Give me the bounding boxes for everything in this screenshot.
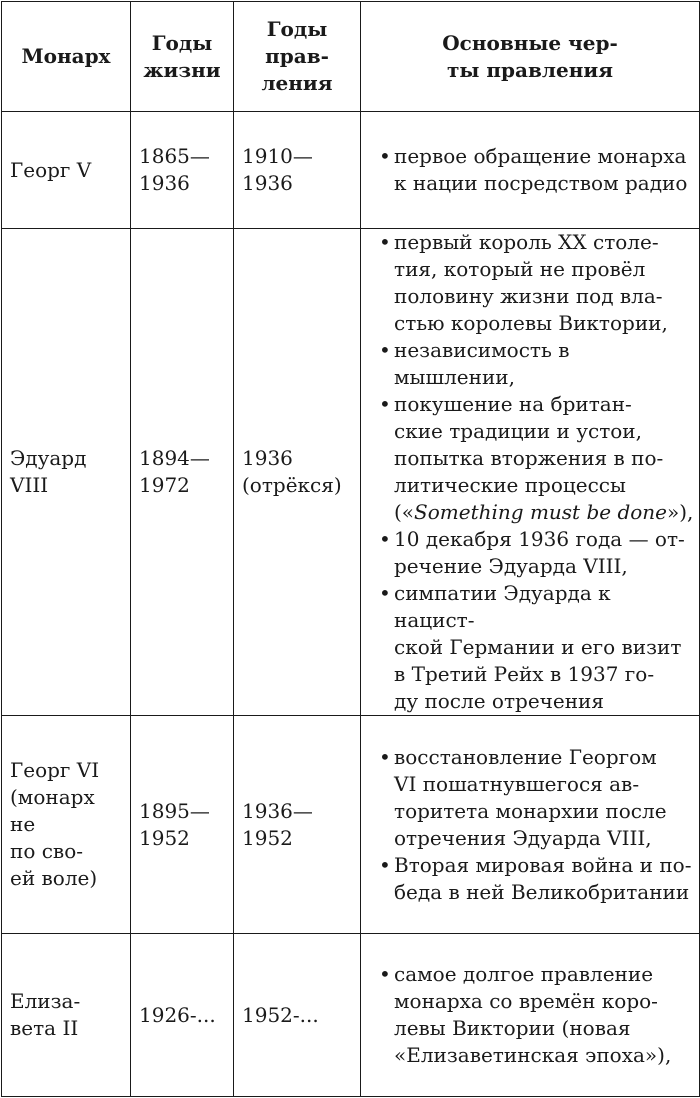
trait-item: • первый король XX столе- тия, который не провёл половину жизни под вла- стью королевы Виктории, (379, 229, 695, 337)
trait-item (379, 391, 695, 526)
monarch-cell: Эдуард VIII (2, 229, 131, 716)
reign-years-cell: 1936— 1952 (234, 716, 361, 934)
monarch-cell: Елиза- вета II (2, 934, 131, 1097)
trait-item: • первое обращение монарха к нации посредством радио (379, 143, 695, 197)
trait-text: покушение на британ- ские традиции и устои, попытка вторжения в по- литические процессы (394, 392, 664, 497)
traits-cell (361, 934, 700, 1097)
trait-item: • 10 декабря 1936 года — от- речение Эдуарда VIII, (379, 526, 695, 580)
table-row (2, 112, 700, 229)
traits-list (369, 961, 695, 1069)
quote-open: (« (394, 500, 415, 524)
traits-list (369, 229, 695, 715)
reign-years-cell: 1910— 1936 (234, 112, 361, 229)
monarch-cell: Георг VI (монарх не по сво- ей воле) (2, 716, 131, 934)
table-row (2, 934, 700, 1097)
trait-item: • симпатии Эдуарда к нацист- ской Германии и его визит в Третий Рейх в 1937 го- ду после отречения (379, 580, 695, 715)
reign-years-cell: 1936 (отрёкся) (234, 229, 361, 716)
table-row (2, 229, 700, 716)
header-monarch: Монарх (2, 2, 131, 112)
trait-item: • Вторая мировая война и по- беда в ней Великобритании (379, 852, 695, 906)
quote-close: »), (667, 500, 694, 524)
traits-list (369, 744, 695, 906)
trait-item: • независимость в мышлении, (379, 337, 695, 391)
trait-item: • самое долгое правление монарха со времён коро- левы Виктории (новая «Елизаветинская эпоха»), (379, 961, 695, 1069)
header-row (2, 2, 700, 112)
life-years-cell: 1894— 1972 (131, 229, 234, 716)
header-main-traits: Основные чер- ты правления (361, 2, 700, 112)
header-reign-years: Годы прав- ления (234, 2, 361, 112)
traits-cell (361, 229, 700, 716)
trait-item: • восстановление Георгом VI пошатнувшегося ав- торитета монархии после отречения Эдуарда VIII, (379, 744, 695, 852)
monarch-cell: Георг V (2, 112, 131, 229)
life-years-cell: 1865— 1936 (131, 112, 234, 229)
reign-years-cell: 1952-... (234, 934, 361, 1097)
header-life-years: Годы жизни (131, 2, 234, 112)
traits-cell (361, 112, 700, 229)
quote-text: Something must be done (414, 500, 668, 524)
monarchs-table (1, 1, 700, 1097)
traits-list (369, 143, 695, 197)
traits-cell (361, 716, 700, 934)
table-row (2, 716, 700, 934)
life-years-cell: 1926-... (131, 934, 234, 1097)
life-years-cell: 1895— 1952 (131, 716, 234, 934)
